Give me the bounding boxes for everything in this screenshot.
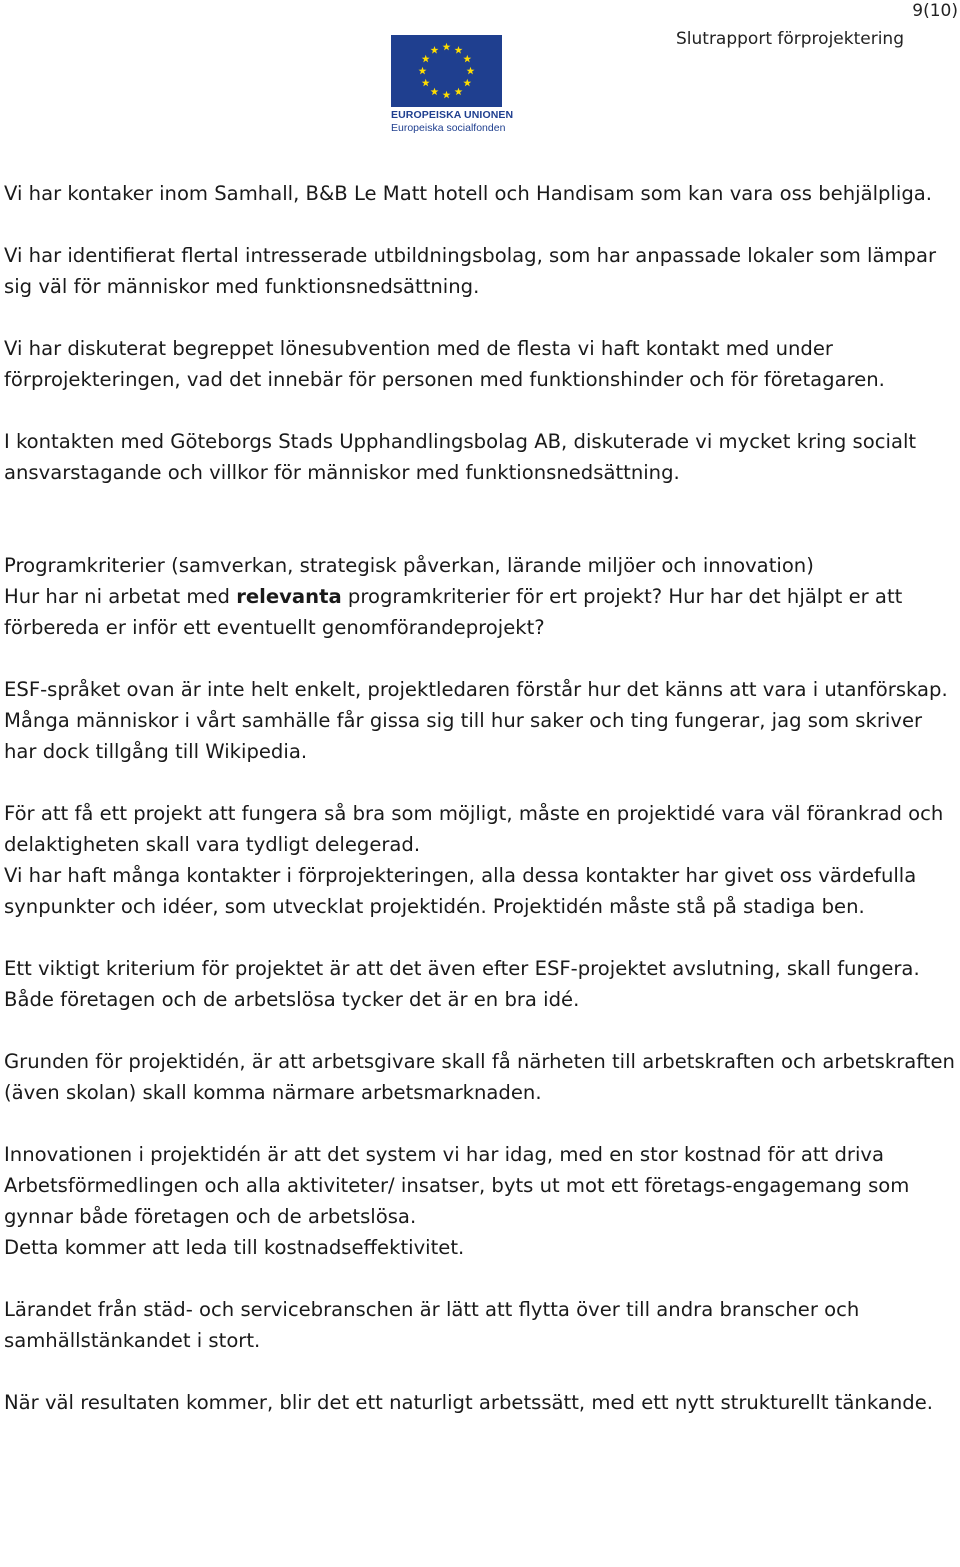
document-body — [4, 178, 956, 1449]
criteria-question-start: Hur har ni arbetat med — [4, 585, 237, 608]
paragraph: Grunden för projektidén, är att arbetsgivare skall få närheten till arbetskraften och arbetskraften (även skolan) skall komma närmare arbetsmarknaden. — [4, 1050, 955, 1104]
criteria-question-end: programkriterier för ert projekt? Hur har det hjälpt er att förbereda er inför ett eventuellt genomförandeprojekt? — [4, 585, 903, 639]
paragraph: Lärandet från städ- och servicebranschen är lätt att flytta över till andra branscher och samhällstänkandet i stort. — [4, 1298, 860, 1352]
criteria-heading: Programkriterier (samverkan, strategisk påverkan, lärande miljöer och innovation) — [4, 554, 814, 577]
paragraph: Innovationen i projektidén är att det system vi har idag, med en stor kostnad för att driva Arbetsförmedlingen och alla aktiviteter/ insatser, byts ut mot ett företags-engagemang som gynnar både företagen och de arbetslösa. — [4, 1143, 910, 1228]
paragraph: För att få ett projekt att fungera så bra som möjligt, måste en projektidé vara väl förankrad och delaktigheten skall vara tydligt delegerad. — [4, 802, 944, 856]
eu-logo-line2: Europeiska socialfonden — [391, 122, 506, 134]
paragraph: Vi har haft många kontakter i förprojekteringen, alla dessa kontakter har givet oss värdefulla synpunkter och idéer, som utvecklat projektidén. Projektidén måste stå på stadiga ben. — [4, 864, 917, 918]
paragraph: Vi har kontaker inom Samhall, B&B Le Matt hotell och Handisam som kan vara oss behjälpliga. — [4, 182, 933, 205]
paragraph-program-criteria — [4, 550, 956, 643]
paragraph: ESF-språket ovan är inte helt enkelt, projektledaren förstår hur det känns att vara i utanförskap. Många människor i vårt samhälle får gissa sig till hur saker och ting fungerar, jag som skriver har dock tillgång till Wikipedia. — [4, 678, 948, 763]
paragraph: När väl resultaten kommer, blir det ett naturligt arbetssätt, med ett nytt strukturellt tänkande. — [4, 1391, 933, 1414]
page-number: 9(10) — [912, 1, 958, 21]
eu-logo-line1: EUROPEISKA UNIONEN — [391, 109, 514, 121]
paragraph: Vi har identifierat flertal intresserade utbildningsbolag, som har anpassade lokaler som lämpar sig väl för människor med funktionsnedsättning. — [4, 244, 937, 298]
paragraph: I kontakten med Göteborgs Stads Upphandlingsbolag AB, diskuterade vi mycket kring socialt ansvarstagande och villkor för människor med funktionsnedsättning. — [4, 430, 917, 484]
eu-flag-icon — [391, 35, 502, 107]
document-title: Slutrapport förprojektering — [675, 29, 904, 49]
paragraph: Detta kommer att leda till kostnadseffektivitet. — [4, 1236, 465, 1259]
paragraph: Ett viktigt kriterium för projektet är att det även efter ESF-projektet avslutning, skall fungera. Både företagen och de arbetslösa tycker det är en bra idé. — [4, 957, 920, 1011]
eu-logo — [391, 35, 514, 135]
paragraph: Vi har diskuterat begreppet lönesubvention med de flesta vi haft kontakt med under förprojekteringen, vad det innebär för personen med funktionshinder och för företagaren. — [4, 337, 885, 391]
criteria-question-bold: relevanta — [236, 585, 342, 608]
